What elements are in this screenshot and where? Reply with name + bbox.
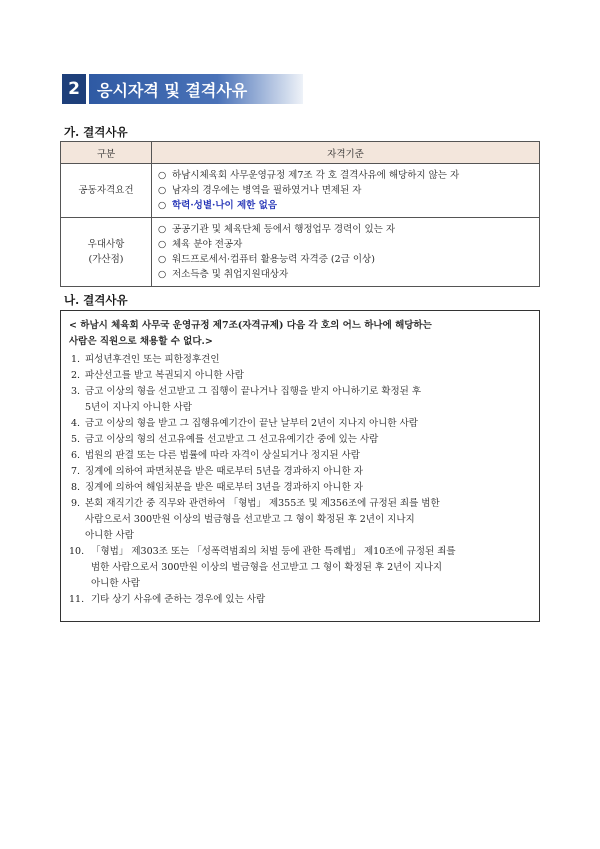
criteria-item: ○ 워드프로세서·컴퓨터 활용능력 자격증 (2급 이상) — [158, 254, 375, 265]
list-item-text — [85, 368, 533, 384]
list-item-line: 본회 재직기간 중 직무와 관련하여 「형법」 제355조 및 제356조에 규정된 죄를 범한 — [85, 498, 440, 509]
list-item-text — [85, 464, 533, 480]
list-item-line: 파산선고를 받고 복권되지 아니한 사람 — [85, 370, 244, 381]
list-item-text — [85, 432, 533, 448]
criteria-item: ○ 공공기관 및 체육단체 등에서 행정업무 경력이 있는 자 — [158, 224, 396, 235]
list-item-text — [91, 544, 533, 592]
list-item-number: 7. — [71, 466, 81, 477]
subsection-b-heading: 나. 결격사유 — [64, 293, 128, 307]
list-item-line: 5년이 지나지 아니한 사람 — [85, 402, 192, 413]
header-category: 구분 — [61, 142, 152, 164]
section-number: 2 — [62, 74, 86, 104]
section-title: 응시자격 및 결격사유 — [89, 74, 303, 104]
list-item-line: 징계에 의하여 해임처분을 받은 때로부터 3년을 경과하지 아니한 자 — [85, 482, 363, 493]
list-item-number: 5. — [71, 434, 81, 445]
list-item — [69, 592, 533, 608]
list-item-text — [85, 416, 533, 432]
table-row — [61, 164, 540, 218]
header-criteria: 자격기준 — [152, 142, 540, 164]
list-item — [69, 352, 533, 368]
criteria-item: ○ 저소득층 및 취업지원대상자 — [158, 269, 289, 280]
circle-bullet-icon: ○ — [158, 254, 167, 265]
qualification-table — [60, 141, 540, 287]
row-criteria-common — [152, 164, 540, 218]
list-item-line: 사람으로서 300만원 이상의 벌금형을 선고받고 그 형이 확정된 후 2년이 지나지 — [85, 514, 415, 525]
disqualification-list — [69, 352, 533, 608]
list-item — [69, 544, 533, 592]
list-item-number: 6. — [71, 450, 81, 461]
row-category-common: 공동자격요건 — [61, 164, 152, 218]
list-item — [69, 464, 533, 480]
list-item-line: 기타 상기 사유에 준하는 경우에 있는 사람 — [91, 594, 266, 605]
table-row — [61, 218, 540, 287]
list-item — [69, 496, 533, 544]
list-item — [69, 416, 533, 432]
list-item-text — [91, 592, 533, 608]
circle-bullet-icon: ○ — [158, 269, 167, 280]
list-item-number: 1. — [71, 354, 81, 365]
subsection-a-heading: 가. 결격사유 — [64, 125, 128, 139]
list-item-number: 2. — [71, 370, 81, 381]
circle-bullet-icon: ○ — [158, 200, 167, 211]
circle-bullet-icon: ○ — [158, 224, 167, 235]
list-item-line: 피성년후견인 또는 피한정후견인 — [85, 354, 220, 365]
list-item-line: 아니한 사람 — [85, 530, 134, 541]
list-item-text — [85, 352, 533, 368]
list-item-number: 9. — [71, 498, 81, 509]
table-header-row — [61, 142, 540, 164]
list-item-text — [85, 496, 533, 544]
list-item-line: 아니한 사람 — [91, 578, 140, 589]
criteria-item: ○ 체육 분야 전공자 — [158, 239, 243, 250]
list-item-line: 금고 이상의 형의 선고유예를 선고받고 그 선고유예기간 중에 있는 사람 — [85, 434, 379, 445]
circle-bullet-icon: ○ — [158, 185, 167, 196]
list-item-number: 8. — [71, 482, 81, 493]
list-item-text — [85, 384, 533, 416]
list-item-line: 「형법」 제303조 또는 「성폭력범죄의 처벌 등에 관한 특례법」 제10조에 규정된 죄를 — [91, 546, 456, 557]
list-item-text — [85, 448, 533, 464]
list-item-number: 11. — [69, 594, 85, 605]
criteria-item: ○ 하남시체육회 사무운영규정 제7조 각 호 결격사유에 해당하지 않는 자 — [158, 170, 460, 181]
list-item-line: 범한 사람으로서 300만원 이상의 벌금형을 선고받고 그 형이 확정된 후 2년이 지나지 — [91, 562, 443, 573]
disqualification-intro: < 하남시 체육회 사무국 운영규정 제7조(자격규제) 다음 각 호의 어느 하나에 해당하는 사람은 직원으로 채용할 수 없다.> — [69, 320, 432, 347]
list-item-line: 금고 이상의 형을 받고 그 집행유예기간이 끝난 날부터 2년이 지나지 아니한 사람 — [85, 418, 418, 429]
row-criteria-preference — [152, 218, 540, 287]
list-item — [69, 480, 533, 496]
list-item — [69, 384, 533, 416]
list-item — [69, 448, 533, 464]
criteria-item: ○ 남자의 경우에는 병역을 필하였거나 면제된 자 — [158, 185, 362, 196]
list-item-number: 10. — [69, 546, 85, 557]
list-item-number: 3. — [71, 386, 81, 397]
criteria-item: ○ 학력·성별·나이 제한 없음 — [158, 200, 277, 211]
list-item — [69, 432, 533, 448]
circle-bullet-icon: ○ — [158, 239, 167, 250]
list-item-text — [85, 480, 533, 496]
row-category-preference: 우대사항 (가산점) — [61, 218, 152, 287]
list-item-line: 금고 이상의 형을 선고받고 그 집행이 끝나거나 집행을 받지 아니하기로 확정된 후 — [85, 386, 422, 397]
list-item-number: 4. — [71, 418, 81, 429]
section-header — [62, 74, 303, 104]
list-item — [69, 368, 533, 384]
list-item-line: 징계에 의하여 파면처분을 받은 때로부터 5년을 경과하지 아니한 자 — [85, 466, 363, 477]
disqualification-box — [60, 310, 540, 622]
circle-bullet-icon: ○ — [158, 170, 167, 181]
list-item-line: 법원의 판결 또는 다른 법률에 따라 자격이 상실되거나 정지된 사람 — [85, 450, 360, 461]
